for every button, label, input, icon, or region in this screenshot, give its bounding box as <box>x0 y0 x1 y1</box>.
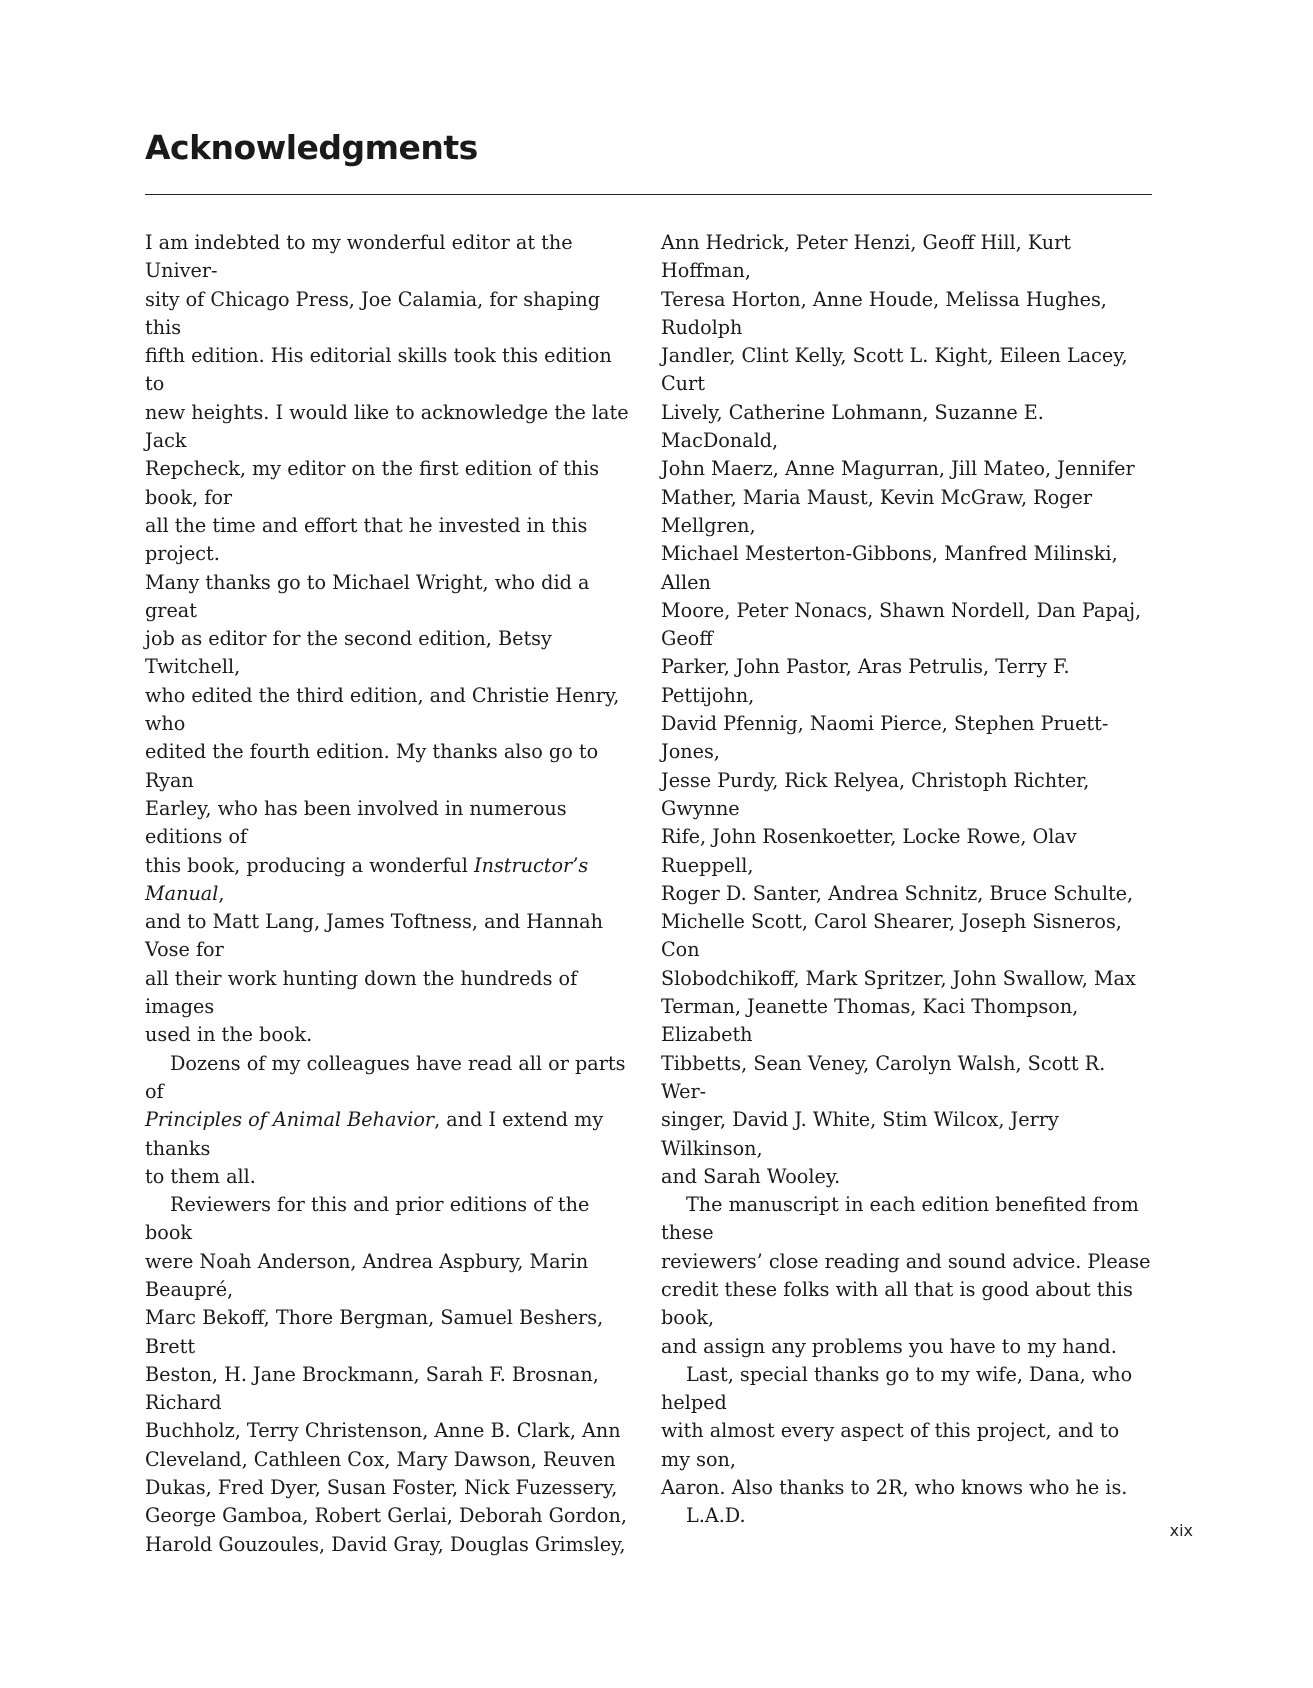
text-line: Aaron. Also thanks to 2R, who knows who he is. <box>661 1476 1128 1500</box>
text-line: with almost every aspect of this project, and to my son, <box>661 1419 1120 1471</box>
text-line: Michael Mesterton-Gibbons, Manfred Milinski, Allen <box>661 542 1118 594</box>
text-line-with-italic <box>145 852 637 909</box>
right-column <box>661 229 1153 1531</box>
text-line-with-italic <box>145 1106 637 1163</box>
text-line: Michelle Scott, Carol Shearer, Joseph Sisneros, Con <box>661 910 1122 962</box>
text-line: I am indebted to my wonderful editor at the Univer- <box>145 231 573 283</box>
paragraph-colleagues <box>145 1050 637 1191</box>
text-run: , and I extend my thanks <box>145 1108 604 1160</box>
text-line: Jandler, Clint Kelly, Scott L. Kight, Eileen Lacey, Curt <box>661 344 1128 396</box>
signature <box>661 1502 1153 1530</box>
text-line: to them all. <box>145 1164 256 1188</box>
text-line: Mather, Maria Maust, Kevin McGraw, Roger Mellgren, <box>661 485 1092 537</box>
text-line: job as editor for the second edition, Betsy Twitchell, <box>145 627 552 679</box>
text-line: Marc Bekoff, Thore Bergman, Samuel Beshers, Brett <box>145 1306 604 1358</box>
text-line: Ann Hedrick, Peter Henzi, Geoff Hill, Kurt Hoffman, <box>661 231 1072 283</box>
text-line: Lively, Catherine Lohmann, Suzanne E. MacDonald, <box>661 400 1044 453</box>
text-line: Teresa Horton, Anne Houde, Melissa Hughes, Rudolph <box>661 287 1107 339</box>
page-number: xix <box>1169 1521 1193 1540</box>
text-line: all their work hunting down the hundreds of images <box>145 966 578 1019</box>
text-line: Tibbetts, Sean Veney, Carolyn Walsh, Scott R. Wer- <box>661 1051 1106 1103</box>
text-line: The manuscript in each edition benefited from these <box>661 1193 1139 1245</box>
text-line: Beston, H. Jane Brockmann, Sarah F. Brosnan, Richard <box>145 1362 599 1415</box>
text-line: Repcheck, my editor on the first edition of this book, for <box>145 457 600 509</box>
text-line: Harold Gouzoules, David Gray, Douglas Grimsley, <box>145 1532 626 1556</box>
text-line: and to Matt Lang, James Toftness, and Hannah Vose for <box>145 910 603 962</box>
text-line: Dukas, Fred Dyer, Susan Foster, Nick Fuzessery, <box>145 1476 618 1500</box>
left-column <box>145 229 637 1559</box>
page-title: Acknowledgments <box>145 128 478 167</box>
text-run: , <box>218 881 225 905</box>
text-line: fifth edition. His editorial skills took this edition to <box>145 344 612 396</box>
text-line: John Maerz, Anne Magurran, Jill Mateo, Jennifer <box>661 457 1135 481</box>
text-line: edited the fourth edition. My thanks also go to Ryan <box>145 740 599 792</box>
text-line: Dozens of my colleagues have read all or parts of <box>145 1051 626 1103</box>
text-line: sity of Chicago Press, Joe Calamia, for shaping this <box>145 287 601 339</box>
paragraph-reviewers <box>145 1191 637 1559</box>
paragraph-editors <box>145 229 637 1050</box>
italic-title: Instructor’s Manual <box>145 853 589 905</box>
text-line: Terman, Jeanette Thomas, Kaci Thompson, Elizabeth <box>661 995 1079 1047</box>
text-line: and assign any problems you have to my hand. <box>661 1334 1117 1358</box>
text-line: used in the book. <box>145 1023 313 1047</box>
paragraph-reviewers-continued <box>661 229 1153 1191</box>
text-line: Buchholz, Terry Christenson, Anne B. Clark, Ann <box>145 1419 621 1443</box>
text-line: George Gamboa, Robert Gerlai, Deborah Gordon, <box>145 1504 627 1528</box>
text-line: Jesse Purdy, Rick Relyea, Christoph Richter, Gwynne <box>661 768 1090 820</box>
text-line: all the time and effort that he invested in this project. <box>145 513 588 566</box>
text-line: Slobodchikoff, Mark Spritzer, John Swallow, Max <box>661 966 1136 990</box>
text-line: credit these folks with all that is good about this book, <box>661 1277 1133 1330</box>
paragraph-family <box>661 1361 1153 1502</box>
italic-book-title: Principles of Animal Behavior <box>145 1108 435 1132</box>
text-line: new heights. I would like to acknowledge the late Jack <box>145 400 629 453</box>
paragraph-manuscript <box>661 1191 1153 1361</box>
signature-initials: L.A.D. <box>686 1504 746 1528</box>
text-line: who edited the third edition, and Christie Henry, who <box>145 683 620 736</box>
text-line: Reviewers for this and prior editions of the book <box>145 1193 590 1245</box>
text-line: David Pfennig, Naomi Pierce, Stephen Pruett-Jones, <box>661 712 1109 764</box>
text-line: Roger D. Santer, Andrea Schnitz, Bruce Schulte, <box>661 881 1134 905</box>
text-line: Earley, who has been involved in numerous editions of <box>145 796 567 849</box>
text-line: reviewers’ close reading and sound advice. Please <box>661 1249 1151 1273</box>
text-line: Many thanks go to Michael Wright, who did a great <box>145 570 590 622</box>
text-line: Last, special thanks go to my wife, Dana, who helped <box>661 1362 1133 1415</box>
text-line: Moore, Peter Nonacs, Shawn Nordell, Dan Papaj, Geoff <box>661 598 1142 651</box>
text-run: this book, producing a wonderful <box>145 853 475 877</box>
text-line: Parker, John Pastor, Aras Petrulis, Terry F. Pettijohn, <box>661 655 1070 707</box>
text-line: and Sarah Wooley. <box>661 1164 841 1188</box>
text-line: were Noah Anderson, Andrea Aspbury, Marin Beaupré, <box>145 1249 589 1301</box>
text-line: Rife, John Rosenkoetter, Locke Rowe, Olav Rueppell, <box>661 825 1077 877</box>
text-line: Cleveland, Cathleen Cox, Mary Dawson, Reuven <box>145 1447 616 1471</box>
text-line: singer, David J. White, Stim Wilcox, Jerry Wilkinson, <box>661 1108 1059 1160</box>
title-rule <box>145 194 1152 195</box>
